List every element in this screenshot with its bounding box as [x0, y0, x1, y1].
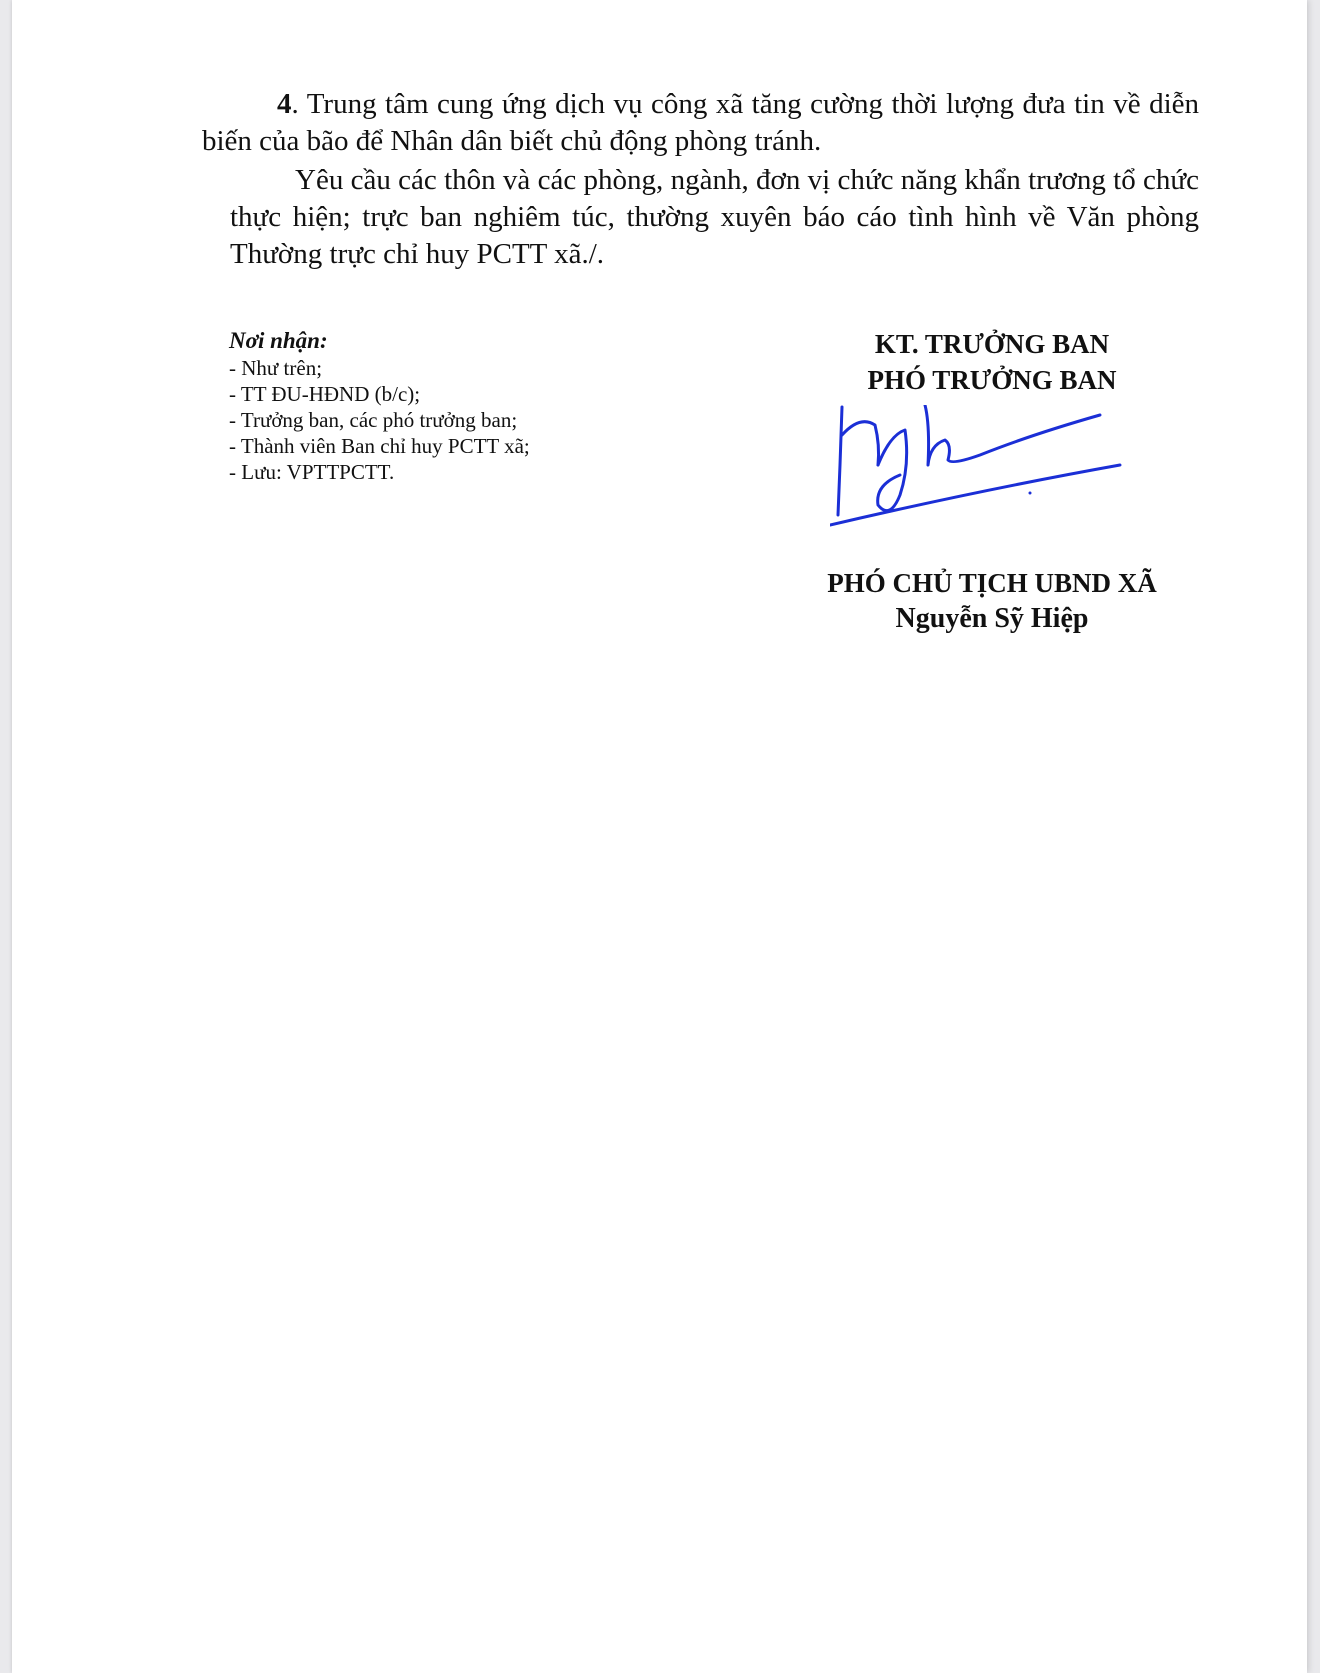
- recipient-item: - Lưu: VPTTPCTT.: [229, 460, 395, 484]
- signer-title-block: [782, 326, 1202, 398]
- recipient-item: - Trưởng ban, các phó trưởng ban;: [229, 408, 518, 432]
- recipients-title: Nơi nhận:: [229, 328, 328, 353]
- recipient-item: - Như trên;: [229, 356, 323, 380]
- signature-stroke: [878, 430, 907, 511]
- signer-title-line2: PHÓ TRƯỞNG BAN: [867, 365, 1117, 395]
- signer-position: PHÓ CHỦ TỊCH UBND XÃ: [827, 568, 1157, 598]
- signature-stroke: [925, 405, 1100, 465]
- signature-dot: [1029, 492, 1032, 495]
- recipients-list: [229, 355, 649, 485]
- recipient-item: - TT ĐU-HĐND (b/c);: [229, 382, 421, 406]
- item-text: . Trung tâm cung ứng dịch vụ công xã tăng cường thời lượng đưa tin về diễn biến của bão để Nhân dân biết chủ động phòng tránh.: [202, 88, 1199, 157]
- signature-stroke: [830, 465, 1120, 525]
- document-page: [12, 0, 1307, 1673]
- signature-stroke: [842, 422, 879, 465]
- handwritten-signature: [830, 405, 1190, 565]
- recipients-block: [229, 328, 649, 485]
- recipient-item: - Thành viên Ban chỉ huy PCTT xã;: [229, 434, 530, 458]
- item-number: 4: [277, 88, 292, 120]
- paragraph-request: Yêu cầu các thôn và các phòng, ngành, đơn vị chức năng khẩn trương tổ chức thực hiện; trực ban nghiêm túc, thường xuyên báo cáo tình hình về Văn phòng Thường trực chỉ huy PCTT xã./.: [230, 164, 1199, 270]
- signature-stroke: [838, 407, 842, 515]
- signer-title-line1: KT. TRƯỞNG BAN: [874, 329, 1110, 359]
- paragraph-item-4: [202, 86, 1199, 160]
- signer-name: Nguyễn Sỹ Hiệp: [895, 603, 1089, 634]
- signer-name-block: [782, 565, 1202, 637]
